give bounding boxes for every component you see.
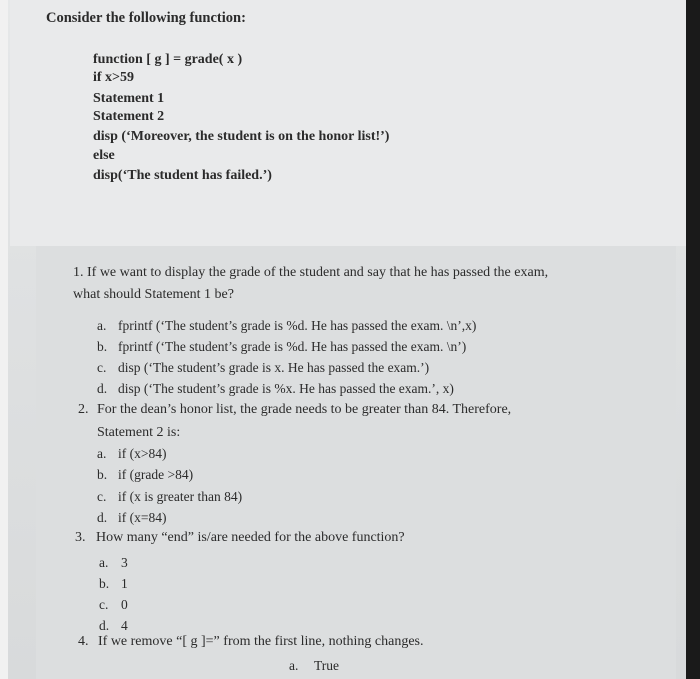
q1-option-b-text: fprintf (‘The student’s grade is %d. He has passed the exam. \n’) [118, 339, 467, 354]
questions-section-background [36, 246, 676, 679]
q3-option-a-letter: a. [99, 555, 109, 570]
question-3-text: How many “end” is/are needed for the above function? [96, 530, 405, 545]
dark-border [686, 0, 700, 679]
question-2-line-2: Statement 2 is: [97, 425, 181, 440]
code-line-3: Statement 1 [93, 91, 165, 106]
question-1-line-1: 1. If we want to display the grade of the student and say that he has passed the exam, [73, 265, 549, 280]
q1-option-d-text: disp (‘The student’s grade is %x. He has passed the exam.’, x) [118, 381, 454, 396]
question-4-text: If we remove “[ g ]=” from the first line, nothing changes. [98, 634, 424, 649]
question-3-number: 3. [75, 530, 86, 545]
q2-option-b-text: if (grade >84) [118, 467, 194, 482]
q4-option-a-text: True [314, 658, 340, 673]
q3-option-b-text: 1 [121, 576, 128, 591]
code-line-1: function [ g ] = grade( x ) [93, 52, 243, 67]
question-2-line-1: For the dean’s honor list, the grade needs to be greater than 84. Therefore, [97, 402, 512, 417]
code-line-6: else [93, 148, 115, 163]
q1-option-d-letter: d. [97, 381, 108, 396]
heading: Consider the following function: [46, 10, 246, 26]
q3-option-c-letter: c. [99, 597, 109, 612]
q2-option-c-letter: c. [97, 489, 107, 504]
question-4-number: 4. [78, 634, 89, 649]
question-1-line-2: what should Statement 1 be? [73, 287, 234, 302]
q2-option-c-text: if (x is greater than 84) [118, 489, 243, 504]
question-2-number: 2. [78, 402, 89, 417]
code-line-7: disp(‘The student has failed.’) [93, 168, 272, 183]
code-line-2: if x>59 [93, 70, 135, 85]
q1-option-b-letter: b. [97, 339, 108, 354]
q2-option-b-letter: b. [97, 467, 108, 482]
q4-option-a-letter: a. [289, 658, 299, 673]
q2-option-d-text: if (x=84) [118, 510, 167, 525]
q3-option-d-text: 4 [121, 618, 128, 633]
q2-option-a-text: if (x>84) [118, 446, 167, 461]
q3-option-d-letter: d. [99, 618, 110, 633]
q2-option-d-letter: d. [97, 510, 108, 525]
paper-edge [0, 0, 8, 679]
q3-option-a-text: 3 [121, 555, 128, 570]
code-line-4: Statement 2 [93, 109, 165, 124]
q2-option-a-letter: a. [97, 446, 107, 461]
code-line-5: disp (‘Moreover, the student is on the honor list!’) [93, 129, 390, 144]
q3-option-c-text: 0 [121, 597, 128, 612]
q3-option-b-letter: b. [99, 576, 110, 591]
q1-option-a-text: fprintf (‘The student’s grade is %d. He has passed the exam. \n’,x) [118, 318, 477, 333]
q1-option-c-text: disp (‘The student’s grade is x. He has passed the exam.’) [118, 360, 430, 375]
q1-option-c-letter: c. [97, 360, 107, 375]
q1-option-a-letter: a. [97, 318, 107, 333]
